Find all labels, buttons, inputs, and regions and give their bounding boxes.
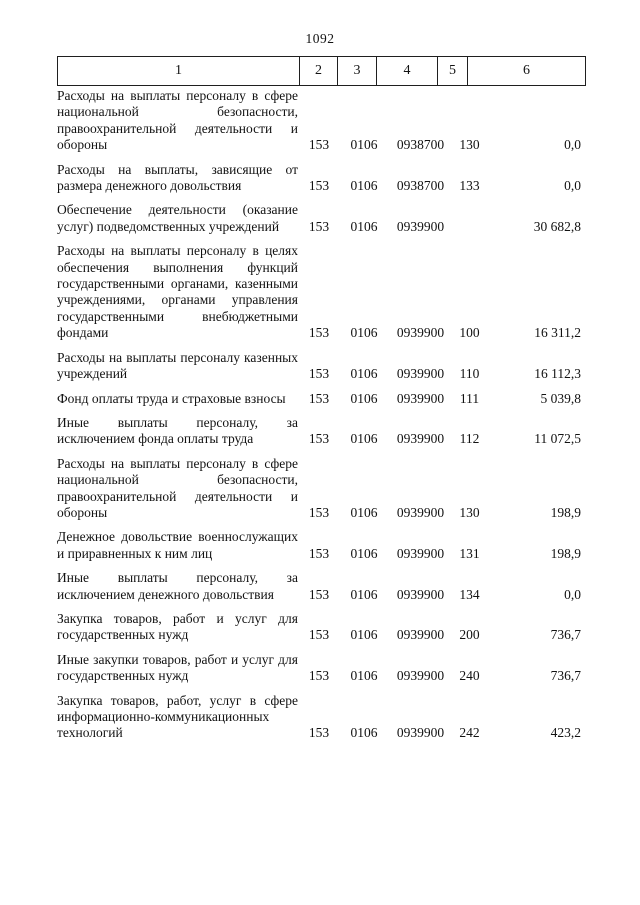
code-cell: 153 — [308, 668, 330, 684]
code-cell: 0939900 — [396, 504, 445, 520]
code-cell: 134 — [459, 586, 480, 602]
code-cell: 0106 — [350, 586, 378, 602]
code-cell: 153 — [308, 390, 330, 406]
code-cell: 0939900 — [396, 586, 445, 602]
table-row — [57, 415, 585, 456]
code-cell: 0939900 — [396, 218, 445, 234]
code-cell: 0938700 — [396, 178, 445, 194]
code-cell: 0106 — [350, 390, 378, 406]
table-row — [57, 202, 585, 243]
code-cell: 153 — [308, 137, 330, 153]
table-row — [57, 243, 585, 349]
code-cell: 131 — [459, 545, 480, 561]
table-header — [57, 56, 586, 86]
row-label-cell: Расходы на выплаты персоналу казенных учреждений — [57, 349, 298, 382]
code-cell: 0106 — [350, 504, 378, 520]
row-label-cell: Иные закупки товаров, работ и услуг для государственных нужд — [57, 651, 298, 684]
code-cell: 153 — [308, 545, 330, 561]
code-cell: 0939900 — [396, 431, 445, 447]
code-cell: 0939900 — [396, 627, 445, 643]
amount-cell: 198,9 — [550, 504, 581, 520]
table-row — [57, 162, 585, 203]
code-cell: 153 — [308, 504, 330, 520]
amount-cell: 0,0 — [564, 137, 581, 153]
row-label-cell: Обеспечение деятельности (оказание услуг) подведомственных учреждений — [57, 202, 298, 234]
amount-cell: 736,7 — [550, 627, 581, 643]
code-cell: 153 — [308, 366, 330, 382]
table-row — [57, 456, 585, 530]
code-cell: 153 — [308, 325, 330, 341]
amount-cell: 16 112,3 — [534, 366, 581, 382]
row-label-cell: Денежное довольствие военнослужащих и приравненных к ним лиц — [57, 529, 298, 561]
column-header-4: 4 — [377, 57, 438, 86]
code-cell: 0106 — [350, 325, 378, 341]
code-cell: 0939900 — [396, 545, 445, 561]
code-cell: 133 — [459, 178, 480, 194]
code-cell — [452, 202, 487, 243]
code-cell: 100 — [459, 325, 480, 341]
code-cell: 0939900 — [396, 390, 445, 406]
code-cell: 0939900 — [396, 366, 445, 382]
code-cell: 0106 — [350, 725, 378, 741]
code-cell: 0106 — [350, 627, 378, 643]
table-row — [57, 350, 585, 391]
column-header-2: 2 — [300, 57, 338, 86]
code-cell: 0939900 — [396, 668, 445, 684]
page-number: 1092 — [305, 31, 335, 46]
row-label-cell: Закупка товаров, работ, услуг в сфере информационно-коммуникационных технологий — [57, 692, 298, 741]
row-label-cell: Иные выплаты персоналу, за исключением фонда оплаты труда — [57, 414, 298, 447]
code-cell: 112 — [459, 431, 480, 447]
row-label-cell: Расходы на выплаты персоналу в целях обеспечения выполнения функций государственными органами, казенными учреждениями, органами управления государственными внебюджетными фондами — [57, 243, 298, 341]
table-row — [57, 652, 585, 693]
table-header-row — [58, 57, 586, 86]
row-label-cell: Расходы на выплаты персоналу в сфере национальной безопасности, правоохранительной деятельности и обороны — [57, 455, 298, 520]
code-cell: 0106 — [350, 431, 378, 447]
amount-cell: 736,7 — [550, 668, 581, 684]
column-header-3: 3 — [338, 57, 377, 86]
code-cell: 130 — [459, 504, 480, 520]
code-cell: 0938700 — [396, 137, 445, 153]
code-cell: 0106 — [350, 178, 378, 194]
amount-cell: 198,9 — [550, 545, 581, 561]
code-cell: 200 — [459, 627, 480, 643]
amount-cell: 0,0 — [564, 586, 581, 602]
amount-cell: 0,0 — [564, 178, 581, 194]
amount-cell: 423,2 — [550, 725, 581, 741]
amount-cell: 11 072,5 — [534, 431, 581, 447]
code-cell: 153 — [308, 627, 330, 643]
code-cell: 153 — [308, 586, 330, 602]
code-cell: 130 — [459, 137, 480, 153]
code-cell: 0106 — [350, 668, 378, 684]
amount-cell: 5 039,8 — [540, 390, 581, 406]
amount-cell: 16 311,2 — [534, 325, 581, 341]
table-row — [57, 88, 585, 162]
code-cell: 153 — [308, 725, 330, 741]
row-label-cell: Закупка товаров, работ и услуг для государственных нужд — [57, 610, 298, 643]
table-row — [57, 529, 585, 570]
code-cell: 153 — [308, 218, 330, 234]
code-cell: 0106 — [350, 545, 378, 561]
code-cell: 110 — [459, 366, 480, 382]
row-label-cell: Расходы на выплаты персоналу в сфере национальной безопасности, правоохранительной деятельности и обороны — [57, 88, 298, 153]
row-label-cell: Расходы на выплаты, зависящие от размера денежного довольствия — [57, 161, 298, 194]
column-header-6: 6 — [468, 57, 586, 86]
amount-cell: 30 682,8 — [533, 218, 581, 234]
code-cell: 0106 — [350, 218, 378, 234]
table-row — [57, 391, 585, 415]
table-row — [57, 693, 585, 750]
code-cell: 0939900 — [396, 725, 445, 741]
code-cell: 0106 — [350, 137, 378, 153]
code-cell: 153 — [308, 431, 330, 447]
code-cell: 153 — [308, 178, 330, 194]
table-row — [57, 611, 585, 652]
column-header-1: 1 — [58, 57, 300, 86]
code-cell: 111 — [459, 390, 480, 406]
row-label-cell: Иные выплаты персоналу, за исключением денежного довольствия — [57, 570, 298, 602]
row-label-cell: Фонд оплаты труда и страховые взносы — [57, 390, 286, 406]
code-cell: 0939900 — [396, 325, 445, 341]
code-cell: 242 — [459, 725, 480, 741]
table-row — [57, 570, 585, 611]
column-header-5: 5 — [438, 57, 468, 86]
code-cell: 0106 — [350, 366, 378, 382]
code-cell: 240 — [459, 668, 480, 684]
budget-table — [57, 88, 585, 750]
